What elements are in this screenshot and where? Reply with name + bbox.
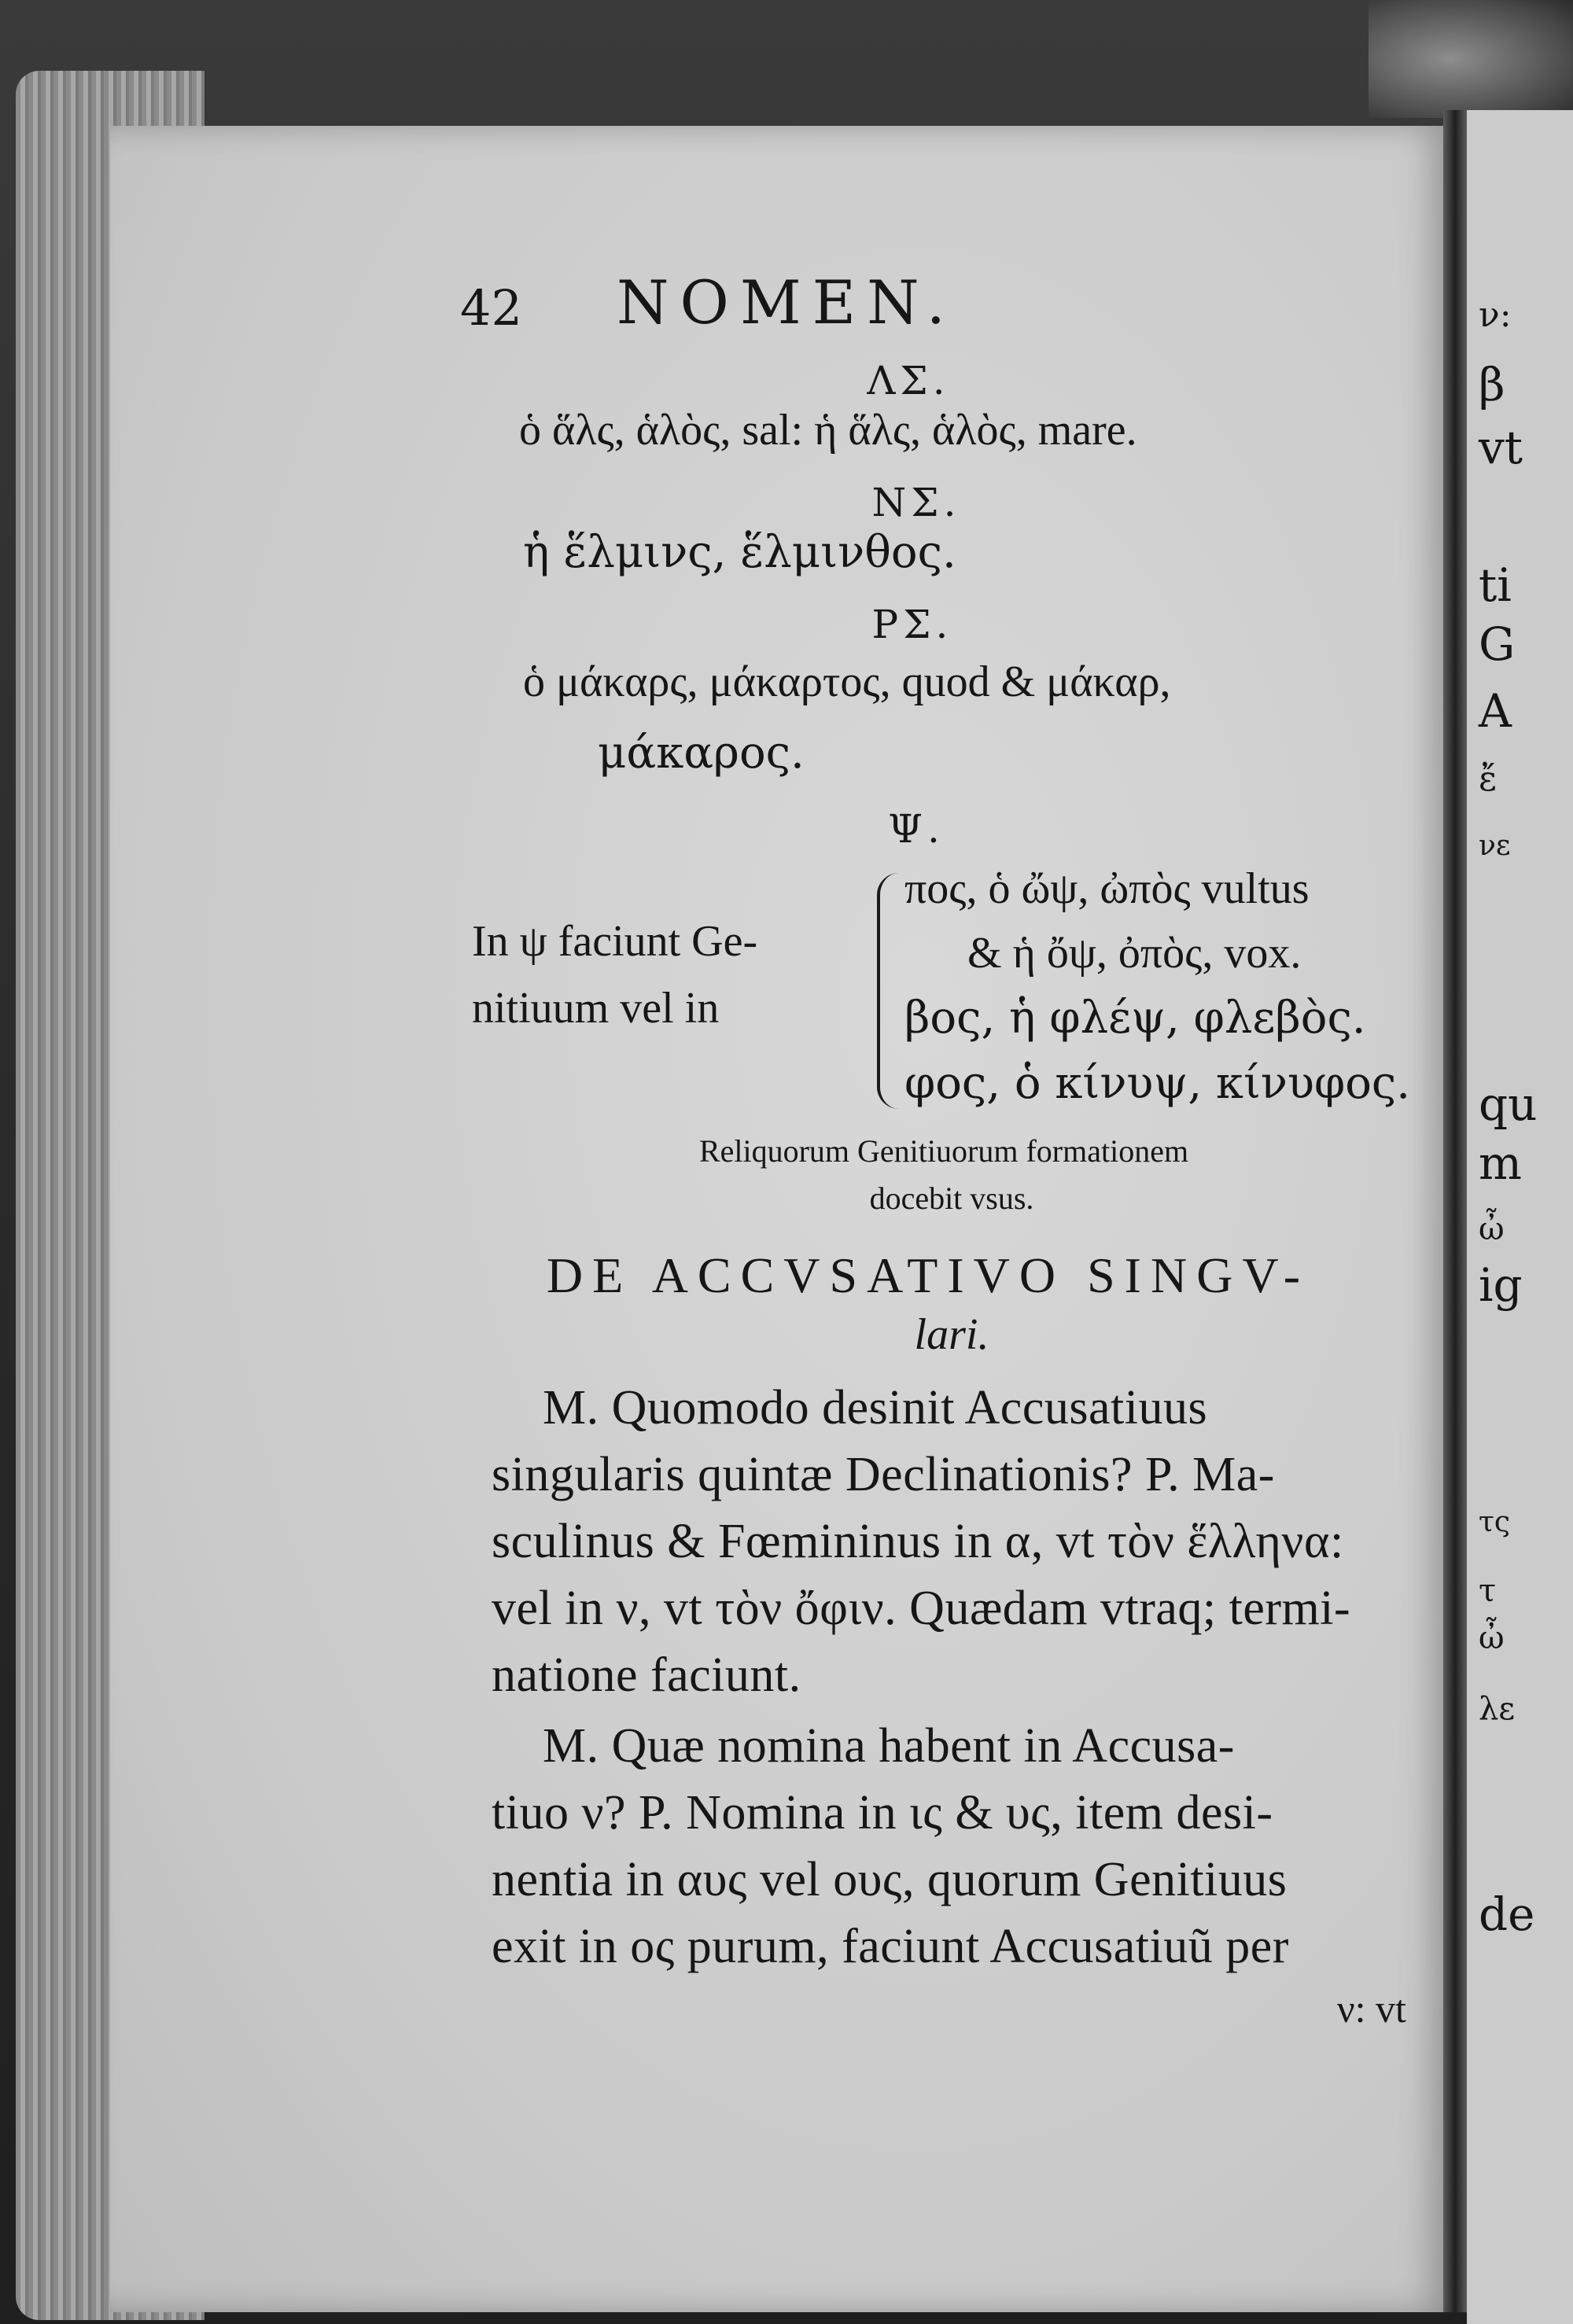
right-page-fragment: m	[1479, 1136, 1522, 1190]
right-page-fragment: ig	[1479, 1258, 1523, 1312]
note-line-1: Reliquorum Genitiuorum formationem	[698, 1133, 1189, 1169]
curly-brace	[877, 873, 902, 1109]
right-page-fragment: A	[1479, 684, 1512, 738]
psi-rule-left-1: In ψ faciunt Ge-	[472, 917, 758, 966]
book-gutter	[1443, 110, 1467, 2312]
page-number: 42	[460, 279, 522, 337]
right-page-fragment: ἔ	[1479, 759, 1497, 799]
entry-line-ls: ὁ ἅλς, ἁλὸς, sal: ἡ ἅλς, ἁλὸς, mare.	[519, 406, 1137, 455]
right-page-fragment: vt	[1479, 421, 1523, 474]
body-line: natione faciunt.	[492, 1648, 801, 1702]
binding-strap	[1369, 0, 1573, 118]
body-line: vel in ν, vt τὸν ὄφιν. Quædam vtraq; termi-	[492, 1582, 1351, 1635]
body-line: M. Quæ nomina habent in Accusa-	[543, 1719, 1235, 1773]
body-line: singularis quintæ Declinationis? P. Ma-	[492, 1448, 1275, 1501]
body-line: M. Quomodo desinit Accusatiuus	[543, 1381, 1208, 1435]
section-heading-1: DE ACCVSATIVO SINGV-	[546, 1247, 1310, 1303]
right-page-fragment: ὦ	[1479, 1620, 1505, 1656]
psi-rule-right-3: βος, ἡ φλέψ, φλεβὸς.	[904, 993, 1366, 1044]
entry-heading-ns: ΝΣ.	[871, 480, 961, 525]
section-heading-2: lari.	[914, 1310, 989, 1359]
entry-heading-psi: Ψ.	[888, 806, 945, 852]
right-page-fragment: qu	[1479, 1077, 1538, 1131]
running-header: NOMEN.	[617, 267, 956, 337]
entry-heading-rs: ΡΣ.	[871, 602, 953, 647]
right-page-fragment: ν:	[1479, 295, 1512, 335]
right-page-fragment: de	[1479, 1888, 1535, 1941]
right-page-fragment: ὦ	[1479, 1211, 1505, 1247]
right-page-fragment: G	[1479, 617, 1516, 671]
psi-rule-left-2: nitiuum vel in	[472, 984, 720, 1033]
body-line: exit in ος purum, faciunt Accusatiuũ per	[492, 1920, 1289, 1973]
body-line: nentia in αυς vel ους, quorum Genitiuus	[492, 1853, 1288, 1906]
psi-rule-right-2: & ἡ ὄψ, ὀπὸς, vox.	[967, 929, 1302, 978]
right-page-fragment: β	[1479, 358, 1505, 411]
psi-rule-right-4: φος, ὁ κίνυψ, κίνυφος.	[904, 1058, 1411, 1109]
right-page-fragment: τς	[1479, 1506, 1511, 1538]
psi-rule-right-1: πος, ὁ ὤψ, ὠπὸς vultus	[904, 864, 1310, 913]
right-page-fragment: ti	[1479, 558, 1512, 612]
entry-heading-ls: ΛΣ.	[867, 358, 950, 403]
body-line: tiuo ν? P. Nomina in ις & υς, item desi-	[492, 1786, 1273, 1840]
catchword: ν: vt	[1337, 1987, 1406, 2031]
right-page-fragment: λε	[1479, 1691, 1516, 1727]
note-line-2: docebit vsus.	[869, 1180, 1034, 1216]
body-line: sculinus & Fœmininus in α, vt τὸν ἕλληνα:	[492, 1515, 1344, 1568]
entry-line-ns: ἡ ἕλμινς, ἕλμινθος.	[523, 527, 956, 578]
right-page-fragment: νε	[1479, 830, 1511, 862]
entry-line-rs-1: ὁ μάκαρς, μάκαρτος, quod & μάκαρ,	[523, 657, 1171, 706]
right-page-fragment: τ	[1479, 1573, 1497, 1609]
entry-line-rs-2: μάκαρος.	[598, 727, 805, 779]
